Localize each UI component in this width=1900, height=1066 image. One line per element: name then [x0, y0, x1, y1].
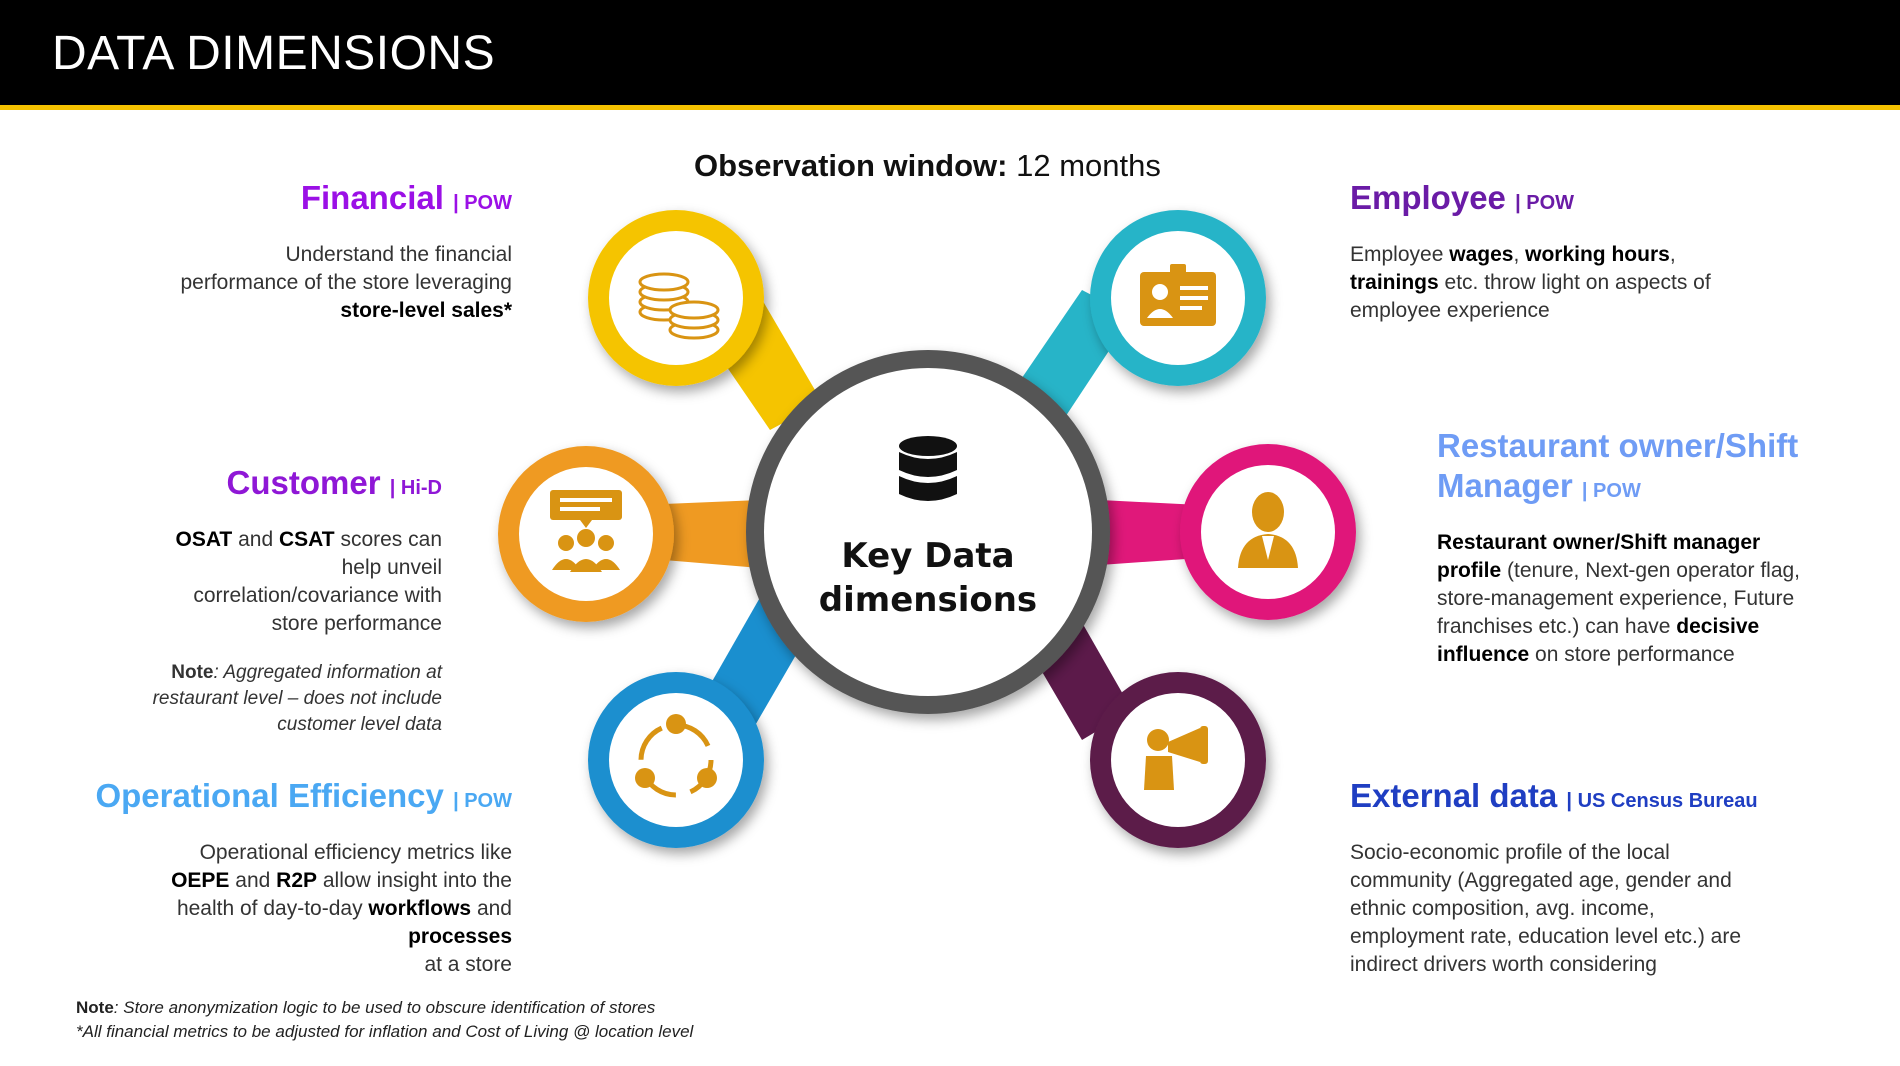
operational-title: Operational Efficiency	[95, 777, 444, 814]
footnote-line1: : Store anonymization logic to be used to obscure identification of stores	[113, 998, 656, 1017]
customer-block	[112, 463, 442, 738]
employee-source: | POW	[1515, 192, 1575, 214]
customer-title: Customer	[226, 464, 381, 501]
external-title: External data	[1350, 777, 1558, 814]
restaurant-block	[1437, 426, 1817, 669]
restaurant-source: | POW	[1581, 480, 1641, 502]
footnote-line2: *All financial metrics to be adjusted for inflation and Cost of Living @ location level	[76, 1022, 694, 1041]
center-hub	[746, 350, 1110, 714]
observation-value: 12 months	[1016, 148, 1161, 183]
financial-title: Financial	[300, 179, 444, 216]
restaurant-title-line1: Restaurant owner/Shift	[1437, 427, 1799, 464]
database-icon	[899, 436, 957, 501]
operational-description: Operational efficiency metrics like OEPE and R2P allow insight into the health of day-to-day workflows and processes at a store	[171, 841, 512, 976]
financial-block	[92, 178, 512, 325]
center-label-line1: Key Data	[841, 536, 1015, 576]
center-label-line2: dimensions	[818, 580, 1038, 620]
customer-description: OSAT and CSAT scores can help unveil correlation/covariance with store performance	[175, 528, 442, 635]
financial-source: | POW	[453, 192, 512, 214]
employee-block	[1350, 178, 1770, 325]
ring-operational	[588, 672, 764, 848]
external-block	[1350, 776, 1770, 979]
employee-description: Employee wages, working hours, trainings etc. throw light on aspects of employee experience	[1350, 243, 1711, 322]
id-card-icon	[1140, 264, 1216, 326]
restaurant-title-line2: Manager	[1437, 467, 1573, 504]
restaurant-description: Restaurant owner/Shift manager profile (tenure, Next-gen operator flag, store-management experience, Future franchises etc.) can have decisive influence on store performance	[1437, 531, 1801, 666]
financial-description: Understand the financial performance of the store leveraging store-level sales*	[180, 243, 512, 322]
operational-block	[92, 776, 512, 979]
ring-external	[1090, 672, 1266, 848]
operational-source: | POW	[453, 790, 512, 812]
external-description: Socio-economic profile of the local community (Aggregated age, gender and ethnic composition, avg. income, employment rate, education level etc.) are indirect drivers worth considering	[1350, 841, 1742, 976]
customer-note: Note: Aggregated information at restaurant level – does not include customer level data	[152, 662, 442, 735]
observation-label: Observation window:	[694, 148, 1008, 183]
footnote	[76, 996, 693, 1044]
external-source: | US Census Bureau	[1566, 790, 1758, 812]
customer-source: | Hi-D	[389, 477, 442, 499]
employee-title: Employee	[1350, 179, 1506, 216]
footnote-label: Note	[76, 998, 114, 1017]
page-title: DATA DIMENSIONS	[52, 27, 496, 80]
